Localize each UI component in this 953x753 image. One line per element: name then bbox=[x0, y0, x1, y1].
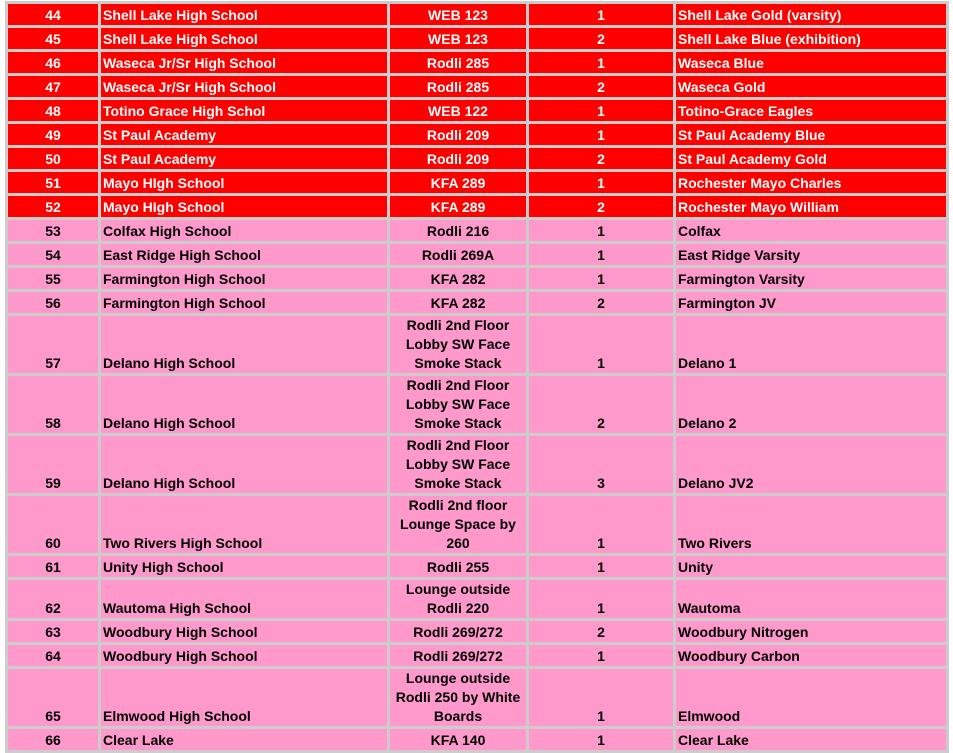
room-location-cell: Rodli 2nd Floor Lobby SW Face Smoke Stack bbox=[390, 376, 526, 433]
school-name-cell: Mayo HIgh School bbox=[101, 172, 387, 193]
team-number-cell: 1 bbox=[529, 172, 673, 193]
team-number-cell: 2 bbox=[529, 28, 673, 49]
team-number-cell: 1 bbox=[529, 556, 673, 577]
table-row bbox=[8, 76, 946, 97]
row-number-cell: 50 bbox=[8, 148, 98, 169]
room-location-cell: Rodli 269/272 bbox=[390, 621, 526, 642]
table-row bbox=[8, 220, 946, 241]
table-row bbox=[8, 556, 946, 577]
row-number-cell: 54 bbox=[8, 244, 98, 265]
team-number-cell: 2 bbox=[529, 376, 673, 433]
school-name-cell: Colfax High School bbox=[101, 220, 387, 241]
room-location-cell: WEB 122 bbox=[390, 100, 526, 121]
row-number-cell: 60 bbox=[8, 496, 98, 553]
row-number-cell: 64 bbox=[8, 645, 98, 666]
row-number-cell: 53 bbox=[8, 220, 98, 241]
school-name-cell: East Ridge High School bbox=[101, 244, 387, 265]
table-row bbox=[8, 268, 946, 289]
row-number-cell: 51 bbox=[8, 172, 98, 193]
team-name-cell: St Paul Academy Gold bbox=[676, 148, 946, 169]
team-name-cell: Clear Lake bbox=[676, 729, 946, 750]
table-row bbox=[8, 316, 946, 373]
room-location-cell: Rodli 2nd Floor Lobby SW Face Smoke Stack bbox=[390, 316, 526, 373]
school-name-cell: Clear Lake bbox=[101, 729, 387, 750]
room-location-cell: KFA 282 bbox=[390, 268, 526, 289]
school-name-cell: Delano High School bbox=[101, 436, 387, 493]
row-number-cell: 56 bbox=[8, 292, 98, 313]
room-location-cell: Rodli 209 bbox=[390, 124, 526, 145]
team-name-cell: Elmwood bbox=[676, 669, 946, 726]
room-location-cell: Rodli 269/272 bbox=[390, 645, 526, 666]
table-row bbox=[8, 669, 946, 726]
team-name-cell: St Paul Academy Blue bbox=[676, 124, 946, 145]
team-name-cell: Waseca Blue bbox=[676, 52, 946, 73]
team-name-cell: Shell Lake Gold (varsity) bbox=[676, 4, 946, 25]
team-name-cell: Delano JV2 bbox=[676, 436, 946, 493]
team-name-cell: Rochester Mayo Charles bbox=[676, 172, 946, 193]
school-name-cell: St Paul Academy bbox=[101, 124, 387, 145]
room-location-cell: Rodli 255 bbox=[390, 556, 526, 577]
school-name-cell: Shell Lake High School bbox=[101, 28, 387, 49]
table-row bbox=[8, 172, 946, 193]
row-number-cell: 66 bbox=[8, 729, 98, 750]
room-location-cell: Rodli 285 bbox=[390, 52, 526, 73]
team-number-cell: 1 bbox=[529, 580, 673, 618]
team-number-cell: 1 bbox=[529, 100, 673, 121]
table-row bbox=[8, 28, 946, 49]
school-name-cell: St Paul Academy bbox=[101, 148, 387, 169]
team-number-cell: 2 bbox=[529, 621, 673, 642]
school-name-cell: Waseca Jr/Sr High School bbox=[101, 52, 387, 73]
team-name-cell: Delano 1 bbox=[676, 316, 946, 373]
teams-table bbox=[5, 1, 949, 753]
school-name-cell: Mayo HIgh School bbox=[101, 196, 387, 217]
team-number-cell: 2 bbox=[529, 148, 673, 169]
room-location-cell: WEB 123 bbox=[390, 4, 526, 25]
table-row bbox=[8, 124, 946, 145]
teams-table-body bbox=[8, 4, 946, 750]
table-row bbox=[8, 729, 946, 750]
room-location-cell: Lounge outside Rodli 250 by White Boards bbox=[390, 669, 526, 726]
room-location-cell: WEB 123 bbox=[390, 28, 526, 49]
team-name-cell: Unity bbox=[676, 556, 946, 577]
row-number-cell: 63 bbox=[8, 621, 98, 642]
row-number-cell: 58 bbox=[8, 376, 98, 433]
table-row bbox=[8, 580, 946, 618]
school-name-cell: Shell Lake High School bbox=[101, 4, 387, 25]
team-number-cell: 2 bbox=[529, 196, 673, 217]
table-row bbox=[8, 148, 946, 169]
school-name-cell: Woodbury High School bbox=[101, 645, 387, 666]
team-name-cell: Farmington Varsity bbox=[676, 268, 946, 289]
school-name-cell: Farmington High School bbox=[101, 292, 387, 313]
school-name-cell: Unity High School bbox=[101, 556, 387, 577]
team-name-cell: Shell Lake Blue (exhibition) bbox=[676, 28, 946, 49]
table-row bbox=[8, 376, 946, 433]
school-name-cell: Farmington High School bbox=[101, 268, 387, 289]
row-number-cell: 47 bbox=[8, 76, 98, 97]
team-name-cell: East Ridge Varsity bbox=[676, 244, 946, 265]
team-name-cell: Farmington JV bbox=[676, 292, 946, 313]
team-number-cell: 1 bbox=[529, 220, 673, 241]
row-number-cell: 55 bbox=[8, 268, 98, 289]
team-number-cell: 1 bbox=[529, 496, 673, 553]
room-location-cell: Rodli 269A bbox=[390, 244, 526, 265]
school-name-cell: Woodbury High School bbox=[101, 621, 387, 642]
school-name-cell: Totino Grace High Schol bbox=[101, 100, 387, 121]
table-row bbox=[8, 621, 946, 642]
room-location-cell: Lounge outside Rodli 220 bbox=[390, 580, 526, 618]
room-location-cell: Rodli 209 bbox=[390, 148, 526, 169]
room-location-cell: Rodli 285 bbox=[390, 76, 526, 97]
row-number-cell: 45 bbox=[8, 28, 98, 49]
team-number-cell: 1 bbox=[529, 268, 673, 289]
team-name-cell: Woodbury Carbon bbox=[676, 645, 946, 666]
school-name-cell: Delano High School bbox=[101, 376, 387, 433]
team-name-cell: Delano 2 bbox=[676, 376, 946, 433]
team-name-cell: Wautoma bbox=[676, 580, 946, 618]
row-number-cell: 44 bbox=[8, 4, 98, 25]
room-location-cell: KFA 140 bbox=[390, 729, 526, 750]
team-name-cell: Colfax bbox=[676, 220, 946, 241]
team-name-cell: Two Rivers bbox=[676, 496, 946, 553]
room-location-cell: KFA 289 bbox=[390, 172, 526, 193]
row-number-cell: 48 bbox=[8, 100, 98, 121]
row-number-cell: 61 bbox=[8, 556, 98, 577]
table-row bbox=[8, 100, 946, 121]
team-number-cell: 2 bbox=[529, 76, 673, 97]
school-name-cell: Elmwood High School bbox=[101, 669, 387, 726]
team-number-cell: 1 bbox=[529, 316, 673, 373]
team-name-cell: Totino-Grace Eagles bbox=[676, 100, 946, 121]
table-row bbox=[8, 645, 946, 666]
table-row bbox=[8, 496, 946, 553]
team-name-cell: Woodbury Nitrogen bbox=[676, 621, 946, 642]
row-number-cell: 65 bbox=[8, 669, 98, 726]
team-number-cell: 1 bbox=[529, 124, 673, 145]
team-number-cell: 1 bbox=[529, 669, 673, 726]
team-number-cell: 1 bbox=[529, 52, 673, 73]
team-number-cell: 2 bbox=[529, 292, 673, 313]
row-number-cell: 59 bbox=[8, 436, 98, 493]
room-location-cell: KFA 282 bbox=[390, 292, 526, 313]
school-name-cell: Waseca Jr/Sr High School bbox=[101, 76, 387, 97]
room-location-cell: Rodli 2nd Floor Lobby SW Face Smoke Stack bbox=[390, 436, 526, 493]
row-number-cell: 49 bbox=[8, 124, 98, 145]
school-name-cell: Wautoma High School bbox=[101, 580, 387, 618]
table-row bbox=[8, 244, 946, 265]
room-location-cell: Rodli 216 bbox=[390, 220, 526, 241]
table-row bbox=[8, 196, 946, 217]
team-number-cell: 1 bbox=[529, 645, 673, 666]
team-number-cell: 3 bbox=[529, 436, 673, 493]
room-location-cell: Rodli 2nd floor Lounge Space by 260 bbox=[390, 496, 526, 553]
table-row bbox=[8, 292, 946, 313]
room-location-cell: KFA 289 bbox=[390, 196, 526, 217]
team-name-cell: Waseca Gold bbox=[676, 76, 946, 97]
school-name-cell: Two Rivers High School bbox=[101, 496, 387, 553]
team-number-cell: 1 bbox=[529, 4, 673, 25]
row-number-cell: 62 bbox=[8, 580, 98, 618]
team-name-cell: Rochester Mayo William bbox=[676, 196, 946, 217]
team-number-cell: 1 bbox=[529, 244, 673, 265]
team-number-cell: 1 bbox=[529, 729, 673, 750]
table-row bbox=[8, 4, 946, 25]
row-number-cell: 57 bbox=[8, 316, 98, 373]
table-row bbox=[8, 52, 946, 73]
row-number-cell: 52 bbox=[8, 196, 98, 217]
table-row bbox=[8, 436, 946, 493]
school-name-cell: Delano High School bbox=[101, 316, 387, 373]
row-number-cell: 46 bbox=[8, 52, 98, 73]
